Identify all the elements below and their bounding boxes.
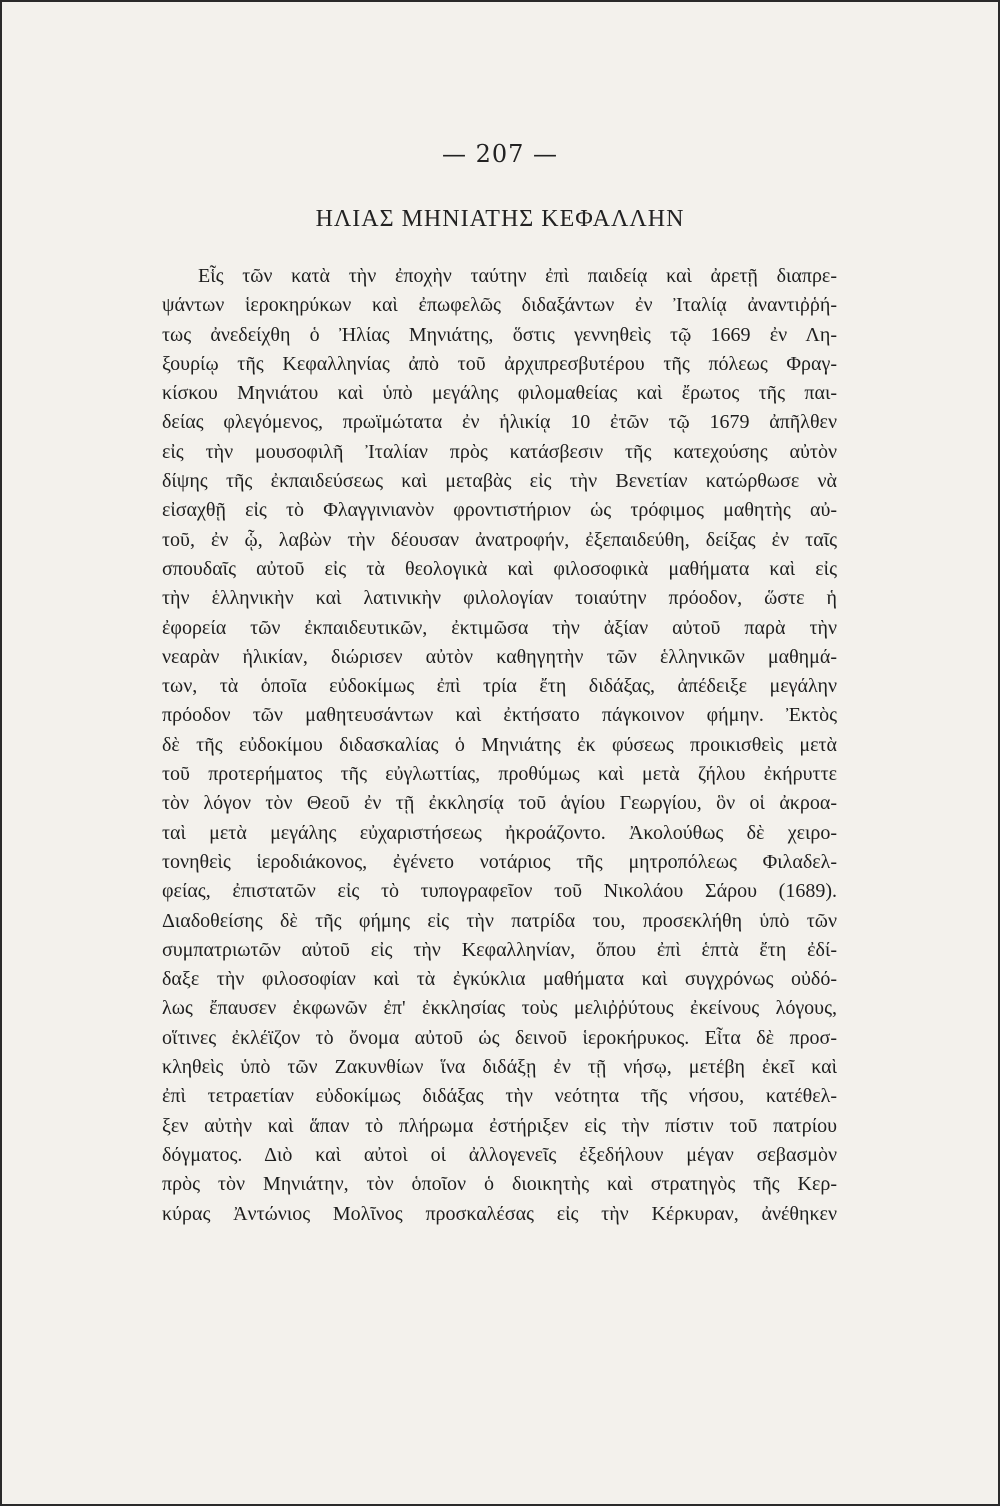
page-number: — 207 —: [441, 140, 559, 168]
text-line: κίσκου Μηνιάτου καὶ ὑπὸ μεγάλης φιλομαθείας καὶ ἔρωτος τῆς παι-: [162, 382, 837, 405]
text-line: τοῦ, ἐν ᾧ, λαβὼν τὴν δέουσαν ἀνατροφήν, ἐξεπαιδεύθη, δείξας ἐν ταῖς: [162, 528, 837, 551]
text-line: λως ἔπαυσεν ἐκφωνῶν ἐπ' ἐκκλησίας τοὺς μελιῤῥύτους ἐκείνους λόγους,: [162, 997, 837, 1020]
text-line: εἰσαχθῇ εἰς τὸ Φλαγγινιανὸν φροντιστήριον ὡς τρόφιμος μαθητὴς αὐ-: [162, 499, 837, 522]
text-line: Εἷς τῶν κατὰ τὴν ἐποχὴν ταύτην ἐπὶ παιδείᾳ καὶ ἀρετῇ διαπρε-: [198, 265, 837, 287]
text-line: των, τὰ ὁποῖα εὐδοκίμως ἐπὶ τρία ἔτη διδάξας, ἀπέδειξε μεγάλην: [162, 675, 837, 698]
text-line: κληθεὶς ὑπὸ τῶν Ζακυνθίων ἵνα διδάξῃ ἐν τῇ νήσῳ, μετέβη ἐκεῖ καὶ: [162, 1056, 837, 1079]
text-line: Διαδοθείσης δὲ τῆς φήμης εἰς τὴν πατρίδα του, προσεκλήθη ὑπὸ τῶν: [162, 909, 837, 932]
chapter-title: ΗΛΙΑΣ ΜΗΝΙΑΤΗΣ ΚΕΦΑΛΛΗΝ: [315, 206, 685, 232]
text-line: δόγματος. Διὸ καὶ αὐτοὶ οἱ ἀλλογενεῖς ἐξεδήλουν μέγαν σεβασμὸν: [162, 1143, 837, 1166]
text-line: νεαρὰν ἡλικίαν, διώρισεν αὐτὸν καθηγητὴν τῶν ἑλληνικῶν μαθημά-: [162, 645, 837, 668]
text-line: ταὶ μετὰ μεγάλης εὐχαριστήσεως ἠκροάζοντο. Ἀκολούθως δὲ χειρο-: [162, 821, 837, 844]
text-line: δὲ τῆς εὐδοκίμου διδασκαλίας ὁ Μηνιάτης ἐκ φύσεως προικισθεὶς μετὰ: [162, 733, 837, 756]
text-line: ξεν αὐτὴν καὶ ἅπαν τὸ πλήρωμα ἐστήριξεν εἰς τὴν πίστιν τοῦ πατρίου: [162, 1114, 837, 1137]
text-line: ψάντων ἱεροκηρύκων καὶ ἐπωφελῶς διδαξάντων ἐν Ἰταλίᾳ ἀναντιῤῥή-: [162, 294, 837, 317]
text-line: δείας φλεγόμενος, πρωϊμώτατα ἐν ἡλικίᾳ 10 ἐτῶν τῷ 1679 ἀπῆλθεν: [162, 411, 837, 434]
text-line: δίψης τῆς ἐκπαιδεύσεως καὶ μεταβὰς εἰς τὴν Βενετίαν κατώρθωσε νὰ: [162, 470, 837, 493]
text-line: τως ἀνεδείχθη ὁ Ἠλίας Μηνιάτης, ὅστις γεννηθεὶς τῷ 1669 ἐν Λη-: [162, 323, 837, 346]
text-line: τὸν λόγον τὸν Θεοῦ ἐν τῇ ἐκκλησίᾳ τοῦ ἁγίου Γεωργίου, ὃν οἱ ἀκροα-: [162, 792, 837, 815]
text-line: πρὸς τὸν Μηνιάτην, τὸν ὁποῖον ὁ διοικητὴς καὶ στρατηγὸς τῆς Κερ-: [162, 1173, 837, 1196]
text-line: δαξε τὴν φιλοσοφίαν καὶ τὰ ἐγκύκλια μαθήματα καὶ συγχρόνως οὐδό-: [162, 968, 837, 991]
text-line: ἐπὶ τετραετίαν εὐδοκίμως διδάξας τὴν νεότητα τῆς νήσου, κατέθελ-: [162, 1085, 837, 1108]
text-line: τονηθεὶς ἱεροδιάκονος, ἐγένετο νοτάριος τῆς μητροπόλεως Φιλαδελ-: [162, 850, 837, 873]
text-line: τοῦ προτερήματος τῆς εὐγλωττίας, προθύμως καὶ μετὰ ζήλου ἐκήρυττε: [162, 763, 837, 786]
text-line: ἐφορεία τῶν ἐκπαιδευτικῶν, ἐκτιμῶσα τὴν ἀξίαν αὐτοῦ παρὰ τὴν: [162, 616, 837, 639]
body-text: [162, 262, 837, 1229]
text-line: σπουδαῖς αὐτοῦ εἰς τὰ θεολογικὰ καὶ φιλοσοφικὰ μαθήματα καὶ εἰς: [162, 557, 837, 580]
text-line: τὴν ἑλληνικὴν καὶ λατινικὴν φιλολογίαν τοιαύτην πρόοδον, ὥστε ἡ: [162, 587, 837, 610]
text-line: συμπατριωτῶν αὐτοῦ εἰς τὴν Κεφαλληνίαν, ὅπου ἐπὶ ἑπτὰ ἔτη ἐδί-: [162, 938, 837, 961]
text-line: πρόοδον τῶν μαθητευσάντων καὶ ἐκτήσατο πάγκοινον φήμην. Ἐκτὸς: [162, 704, 837, 727]
text-line: φείας, ἐπιστατῶν εἰς τὸ τυπογραφεῖον τοῦ Νικολάου Σάρου (1689).: [162, 880, 837, 903]
text-line: κύρας Ἀντώνιος Μολῖνος προσκαλέσας εἰς τὴν Κέρκυραν, ἀνέθηκεν: [162, 1202, 837, 1225]
text-line: εἰς τὴν μουσοφιλῆ Ἰταλίαν πρὸς κατάσβεσιν τῆς κατεχούσης αὐτὸν: [162, 440, 837, 463]
text-line: οἵτινες ἐκλέϊζον τὸ ὄνομα αὐτοῦ ὡς δεινοῦ ἱεροκήρυκος. Εἶτα δὲ προσ-: [162, 1026, 837, 1049]
text-line: ξουρίῳ τῆς Κεφαλληνίας ἀπὸ τοῦ ἀρχιπρεσβυτέρου τῆς πόλεως Φραγ-: [162, 352, 837, 375]
